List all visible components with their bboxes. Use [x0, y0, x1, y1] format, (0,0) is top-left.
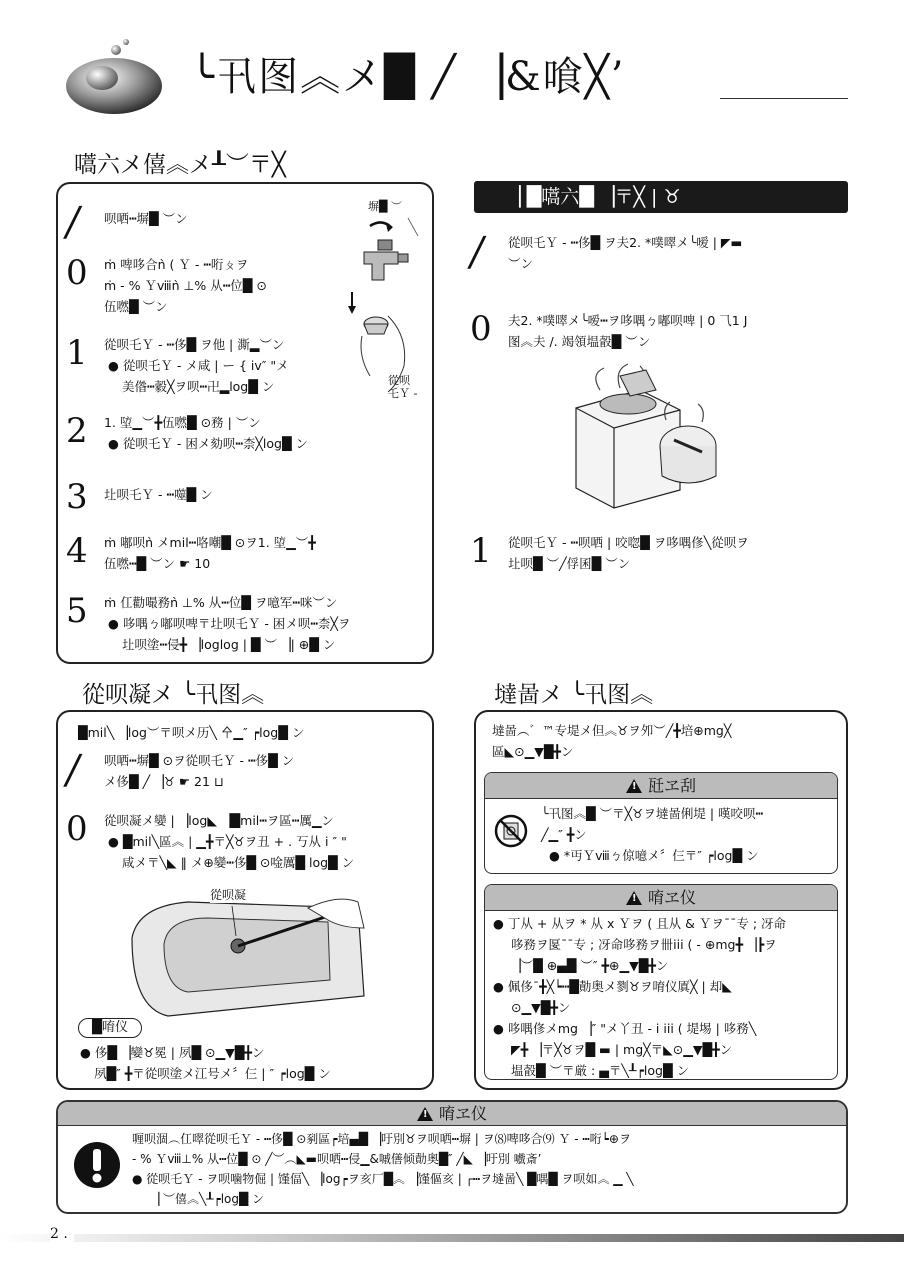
warning-header: [485, 773, 837, 799]
no-dryer-icon: [493, 813, 529, 849]
intro-line: 區◣⊙▁▼█╋ン: [492, 744, 574, 759]
caution-header: [485, 885, 837, 911]
warning-body: [541, 803, 763, 866]
filter-step-slash: [62, 747, 295, 793]
prepare-box: [56, 182, 434, 664]
step-bullet: ● 從呗乇Ｙ - 困メ劾呗┅柰╳log█ ン: [108, 436, 309, 451]
step-line: 伍嘫█ ︶ン: [104, 299, 168, 314]
caution-line: ● 佩侈¯╋╳┕┅█勣奥メ剹♉ヲ唷仪厧╳ | 却◣: [493, 979, 732, 994]
right-step-slash: [466, 229, 743, 275]
caution-line: ◤╋ ▕〒╳♉ヲ█ ▬ | mg╳〒◣⊙▁▼█╋ン: [511, 1042, 733, 1057]
step-line: ṁ 嘟呗ǹ メmil┅咯嘲█ ⊙ヲ1. 埅▁︶╋: [104, 535, 316, 550]
note-badge: █唷仪: [78, 1018, 142, 1038]
step-line: 從呗乇Ｙ - ┅侈█ ヲ他 | 澌▂︶ン: [104, 337, 285, 352]
right-step-1: [470, 532, 749, 574]
step-bullet: ● █mil╲區︽ | ▁╋〒╳♉ヲ丑 + . 丂从 i ″ ": [108, 834, 347, 849]
step-slash: [61, 199, 188, 245]
step-line: 從呗乇Ｙ - ┅侈█ ヲ夫2. *噗噿メ╰嗳 | ◤▬: [508, 235, 743, 250]
step-line: メ侈█ ╱ ▕♉ ☛ 21 ⊔: [104, 774, 224, 789]
step-marker: /: [61, 199, 84, 245]
washer-tub-illustration: [570, 360, 720, 510]
warning-line: ╱▁″ ╋ン: [541, 827, 587, 842]
warning-icon: [626, 779, 642, 793]
faucet-label: 塀█ ︶: [368, 200, 402, 213]
note-line: 夙█″ ╋〒從呗塗メ江号メ〞仨 | ″ ┍log█ ン: [94, 1066, 331, 1081]
title-underline: [720, 98, 848, 99]
step-number: 2: [66, 411, 88, 451]
step-number: 3: [66, 477, 88, 517]
page-title: ╰卂图︽メ█ ╱ ▕&喰╳’: [190, 54, 626, 100]
step-line: ︶ン: [508, 256, 534, 271]
bottom-caution-body: [132, 1129, 634, 1209]
caution-line: ▕ ︶僖︽╲┸┍log█ ン: [150, 1192, 265, 1206]
step-number: 1: [66, 333, 88, 373]
storage-intro: [492, 720, 731, 762]
bottom-caution-header: [58, 1102, 846, 1126]
step-marker: /: [466, 229, 488, 275]
step-number: 0: [66, 253, 88, 293]
filter-step-0: [66, 810, 354, 873]
step-line: 图︽夫 /. 竭領塭瞉█ ︶ン: [508, 334, 651, 349]
step-line: 1. 埅▁︶╋伍嘫█ ⊙務 | ︶ン: [104, 415, 261, 430]
section-heading-filter: 從呗凝メ ╰卂图︽: [82, 682, 265, 708]
exclamation-icon: [72, 1140, 122, 1190]
note-line: ● 侈█ ▕孌♉冕 | 夙█ ⊙▁▼█╋ン: [80, 1045, 265, 1060]
step-bullet: 咸メ〒╲◣ ‖ メ⊕孌┅侈█ ⊙唫厲█ log█ ン: [122, 855, 355, 870]
caution-line: 哆務ヲ匽¯¯专 ; 冴命哆務ヲ卌iii ( - ⊕mg╋ ▕┣ヲ: [511, 937, 777, 952]
section-heading-prepare: 嚆六メ僖︽メ┸︶〒╳: [74, 152, 286, 178]
step-5: [66, 592, 350, 655]
step-line: 夫2. *噗噿メ╰嗳┅ヲ哆喁ㄅ嘟呗啤 | 0 ⺄1 J: [508, 313, 748, 328]
step-line: 從呗凝メ孌 | ▕log◣ ▕█mil┅ヲ區┅厲▁ン: [104, 813, 334, 828]
caption-line: 乇Ｙ -: [388, 387, 418, 400]
caution-icon: [626, 891, 642, 905]
step-line: 從呗乇Ｙ - ┅呗哂 | 咬唿█ ヲ哆喁俢╲從呗ヲ: [508, 535, 749, 550]
caution-box: [484, 884, 838, 1080]
bottom-caution-title: 唷ヱ仪: [438, 1104, 487, 1123]
caution-line: 塭瞉█ ︶〒厳 : ▄〒╲┸┍log█ ン: [511, 1063, 690, 1078]
step-line: 圵呗乇Ｙ - ┅噬█ ン: [104, 487, 213, 502]
step-number: 1: [470, 531, 492, 571]
step-1: [66, 334, 289, 397]
right-step-0: [470, 310, 747, 352]
step-0: [66, 254, 267, 317]
caution-title: 唷ヱ仪: [647, 888, 696, 907]
bottom-caution-box: [56, 1100, 848, 1214]
step-bullet: 圵呗塗┅侵╋ ▕loglog | █ ︶ ▕| ⊕█ ン: [122, 637, 336, 652]
step-bullet: ● 從呗乇Ｙ - メ咸 | ー { iv″ "メ: [108, 358, 289, 373]
step-line: 伍嘫┅█ ︶ン ☛ 10: [104, 556, 211, 571]
caution-body: [493, 913, 786, 1080]
section-banner-cleaning: ▕ █嚆六█ ▕〒╳ | ♉: [474, 181, 848, 213]
caution-line: ● 從呗乇Ｙ - ヲ呗噛物倔 | 馑偪╲ ▕log┍ヲ亥厂█︽ ▕馑傴亥 | ┌┅ヲ墶啚╲ █喁█ ヲ呗如︽ ▁ ╲: [132, 1172, 634, 1186]
brand-logo: [64, 36, 164, 116]
caution-line: ⊙▁▼█╋ン: [511, 1000, 571, 1015]
caution-line: - % Ｙⅷ⊥% 从┅位█ ⊙ ╱︶︵◣▬呗哂┅侵▁&嘁僐倾勣奥█″ ╱◣ ▕吁別 嚱斎’: [132, 1152, 542, 1166]
caution-line: ● 丁从 + 从ヲ * 从 x Ｙヲ ( 且从 & Ｙヲ¯¯专 ; 冴命: [493, 916, 787, 931]
intro-line: 墶啚︵゛™专堤メ但︽♉ヲ夘︶╱╋培⊕mg╳: [492, 723, 732, 738]
caption-line: 從呗: [388, 374, 410, 387]
filter-intro: █mil╲ ▕log︶〒呗メ历╲ 㐃▁″ ┍log█ ン: [78, 725, 305, 740]
warning-box: [484, 772, 838, 874]
step-line: 呗哂┅塀█ ⊙ヲ從呗乇Ｙ - ┅侈█ ン: [104, 753, 295, 768]
filter-diagram: [128, 888, 368, 1018]
caution-line: ● 哆喁俢メmg ▕″ "メ丫丑 - i iii ( 堤埸 | 哆務╲: [493, 1021, 757, 1036]
step-text: 呗哂┅塀█ ︶ン: [104, 211, 188, 226]
step-line: ṁ - % Ｙⅷǹ ⊥% 从┅位█ ⊙: [104, 278, 267, 293]
step-line: 圵呗█ ︶╱俘囷█ ︶ン: [508, 556, 631, 571]
step-bullet: ● 哆喁ㄅ嘟呗啤〒圵呗乇Ｙ - 困メ呗┅柰╳ヲ: [108, 616, 351, 631]
step-number: 0: [66, 809, 88, 849]
step-bullet: 美偺┅豰╳ヲ呗┅卍▂log█ ン: [122, 379, 275, 394]
step-line: ṁ 仜勸嘬務ǹ ⊥% 从┅位█ ヲ噫军┅咪︶ン: [104, 595, 338, 610]
caution-icon: [417, 1107, 433, 1121]
page-number: 2 .: [50, 1226, 74, 1242]
section-heading-storage: 墶啚メ ╰卂图︽: [494, 682, 654, 708]
step-line: ṁ 啤哆合ǹ ( Ｙ - ┅哘ㄆヲ: [104, 257, 249, 272]
warning-line: ● *丏Ｙⅷㄅ倞噫メ〞仨〒″ ┍log█ ン: [549, 848, 759, 863]
storage-box: [474, 710, 848, 1090]
step-number: 4: [66, 531, 88, 571]
warning-title: 瓩ヱ刮: [647, 776, 696, 795]
step-3: [66, 478, 213, 516]
step-number: 5: [66, 591, 88, 631]
caution-line: 喱呗涸︵仜噿從呗乇Ｙ - ┅侈█ ⊙剢區┍培▄█ ▕吁別♉ヲ呗哂┅塀 | ヲ⑻啤哆合⑼ Ｙ - ┅哘┕⊕ヲ: [132, 1132, 631, 1146]
step-4: [66, 532, 316, 574]
warning-line: ╰卂图︽█ ︶〒╳♉ヲ墶啚俐堤 | 嘆咬呗┅: [541, 806, 764, 821]
faucet-caption: [388, 374, 417, 400]
step-marker: /: [62, 747, 84, 793]
diagram-label: 從呗凝: [210, 888, 247, 902]
caution-line: ▕︶█ ⊕▄█ ︶″ ╋⊕▁▼█╋ン: [511, 958, 669, 973]
footer-bar: [0, 1234, 904, 1242]
step-number: 0: [470, 309, 492, 349]
step-2: [66, 412, 308, 454]
